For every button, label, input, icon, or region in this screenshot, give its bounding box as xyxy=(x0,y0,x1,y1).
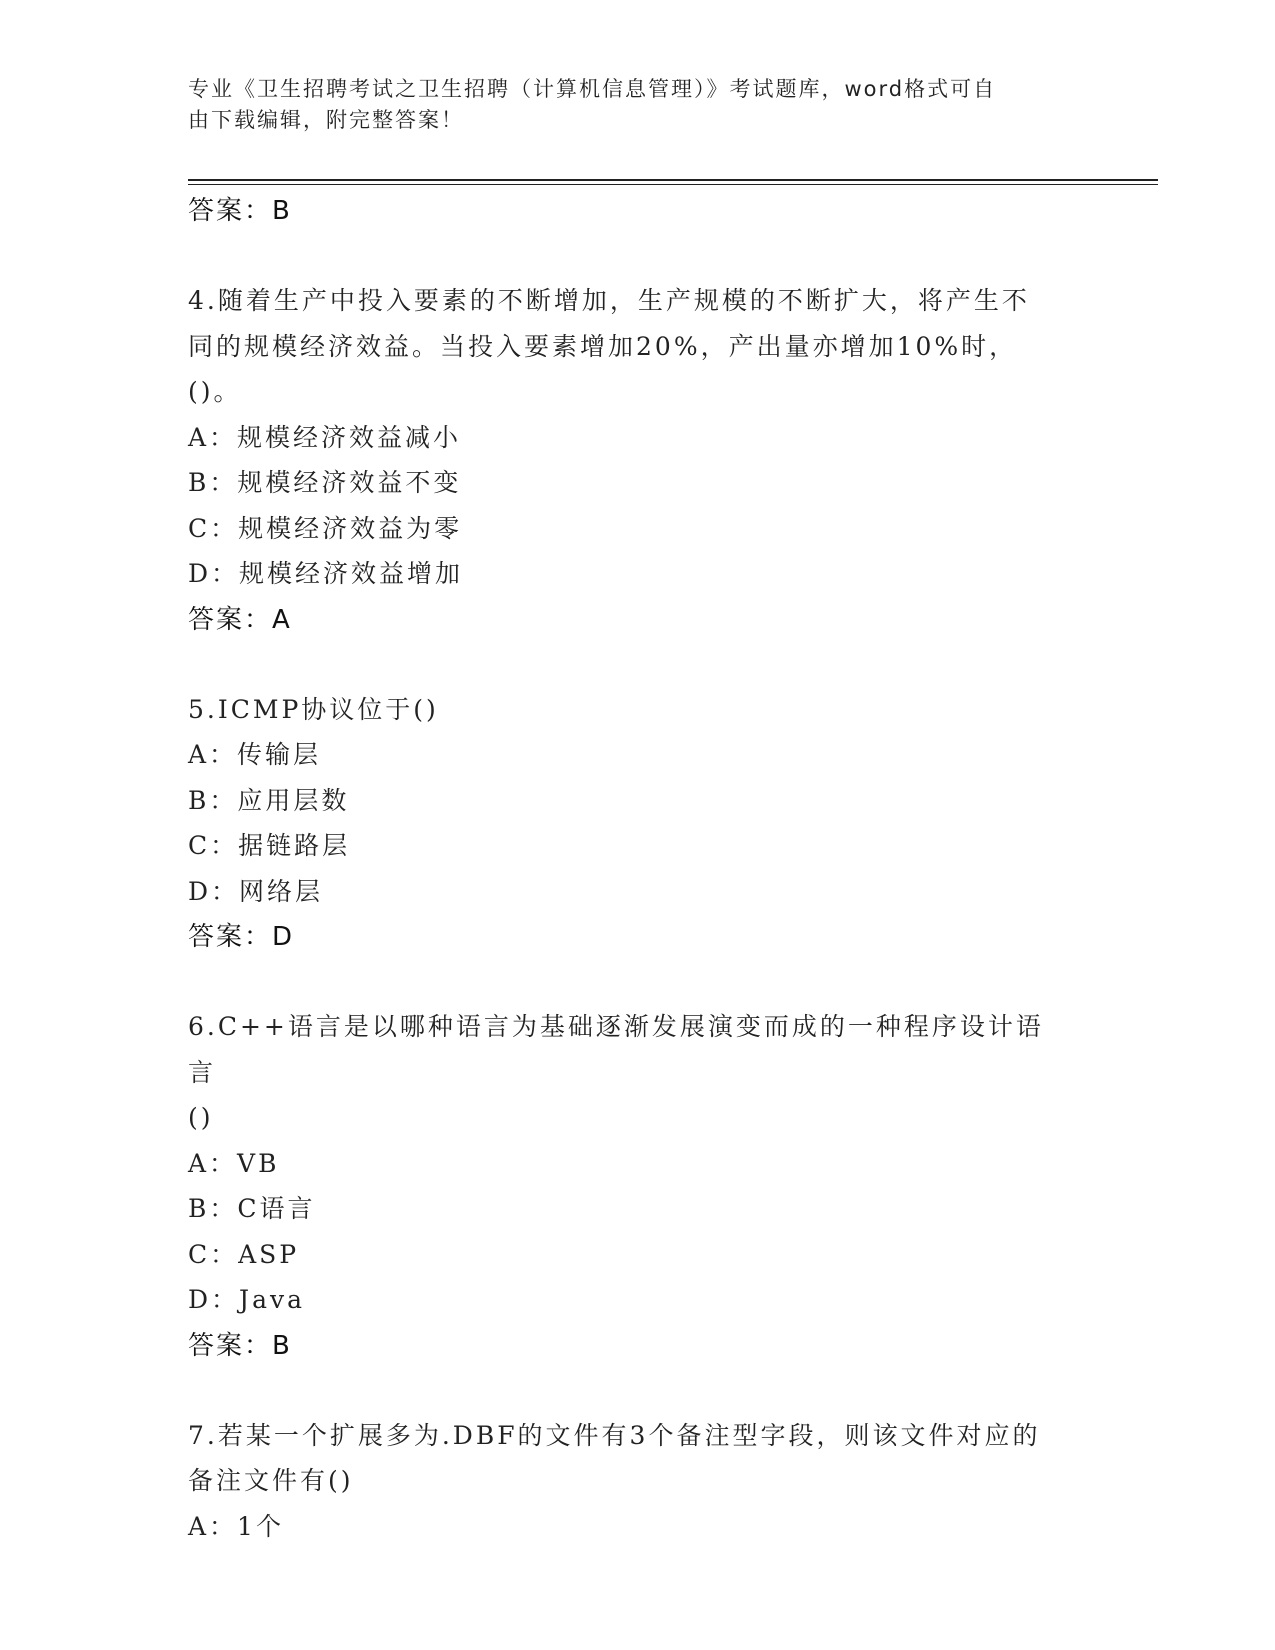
question-item xyxy=(188,278,1088,643)
answer-line: 答案：B xyxy=(188,1330,292,1361)
question-stem xyxy=(188,278,1068,415)
question-stem-line: 同的规模经济效益。当投入要素增加20%，产出量亦增加10%时，()。 xyxy=(188,331,1018,406)
question-stem-line: 7.若某一个扩展多为.DBF的文件有3个备注型字段，则该文件对应的 xyxy=(188,1420,1041,1450)
option-b: B：C语言 xyxy=(188,1194,316,1223)
page-header xyxy=(188,74,1068,136)
question-stem-line: 备注文件有() xyxy=(188,1466,354,1495)
question-item xyxy=(188,1413,1088,1550)
question-stem-line: () xyxy=(188,1103,214,1132)
header-line-1: 专业《卫生招聘考试之卫生招聘（计算机信息管理）》考试题库，word格式可自 xyxy=(188,77,997,101)
question-stem xyxy=(188,1413,1068,1504)
option-d: D：Java xyxy=(188,1285,305,1314)
question-stem xyxy=(188,687,1068,733)
option-b: B：应用层数 xyxy=(188,785,350,815)
header-line-2: 由下载编辑，附完整答案！ xyxy=(188,108,464,132)
question-stem-line: 4.随着生产中投入要素的不断增加，生产规模的不断扩大，将产生不 xyxy=(188,286,1030,315)
option-a: A：VB xyxy=(188,1148,280,1178)
question-stem-line: 6.C++语言是以哪种语言为基础逐渐发展演变而成的一种程序设计语言 xyxy=(188,1012,1044,1087)
option-d: D：规模经济效益增加 xyxy=(188,559,464,588)
answer-line: 答案：A xyxy=(188,604,292,635)
option-b: B：规模经济效益不变 xyxy=(188,468,462,497)
option-d: D：网络层 xyxy=(188,876,324,906)
answer-line: 答案：D xyxy=(188,922,295,952)
option-c: C：ASP xyxy=(188,1239,300,1269)
question-item xyxy=(188,1004,1088,1369)
option-a: A：规模经济效益减小 xyxy=(188,422,462,452)
header-divider-thick xyxy=(188,179,1158,181)
option-c: C：据链路层 xyxy=(188,831,351,860)
answer-line: 答案：B xyxy=(188,196,292,226)
header-divider-thin xyxy=(188,184,1158,185)
question-stem xyxy=(188,1004,1068,1141)
question-stem-line: 5.ICMP协议位于() xyxy=(188,694,439,724)
question-list xyxy=(188,188,1088,1549)
option-c: C：规模经济效益为零 xyxy=(188,513,463,543)
question-item xyxy=(188,687,1088,961)
option-a: A：传输层 xyxy=(188,740,322,769)
option-a: A：1个 xyxy=(188,1511,284,1541)
